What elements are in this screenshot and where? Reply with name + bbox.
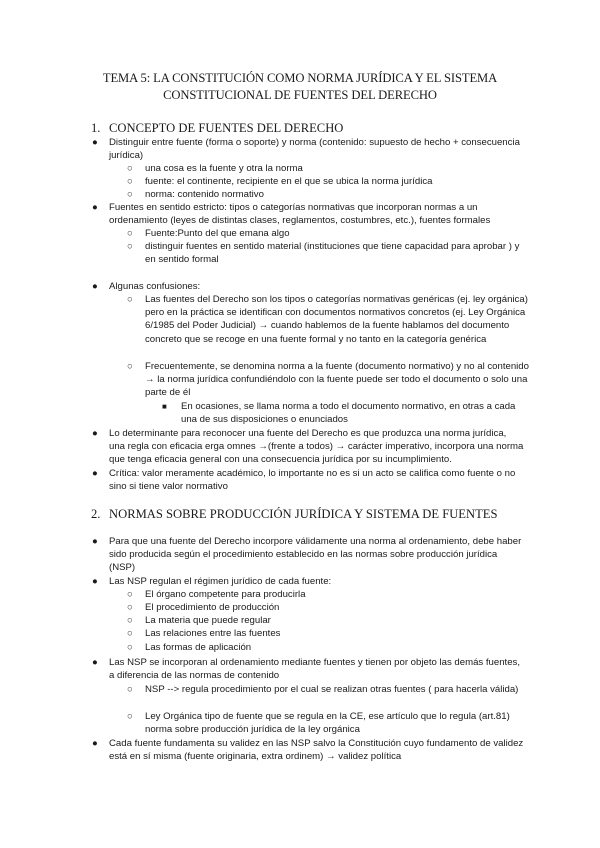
list-item-text: Crítica: valor meramente académico, lo importante no es si un acto se califica como fuente o no sino si tiene valor normativo [109, 468, 516, 493]
list-item [92, 427, 524, 467]
bullet-disc: ● [92, 536, 98, 547]
list-item [92, 201, 524, 227]
list-item [92, 575, 524, 588]
list-item-text: Frecuentemente, se denomina norma a la fuente (documento normativo) y no al contenido → la norma jurídica confundiéndolo con la fuente puede ser todo el documento o solo una parte de él [145, 361, 529, 399]
section-1-title: CONCEPTO DE FUENTES DEL DERECHO [109, 121, 344, 135]
list-item [127, 627, 530, 640]
list-item [127, 162, 530, 175]
section-1-heading [91, 120, 343, 136]
list-item [127, 360, 530, 400]
bullet-disc: ● [92, 137, 98, 148]
document-title [100, 70, 500, 104]
list-item [127, 240, 530, 266]
list-item-text: fuente: el continente, recipiente en el que se ubica la norma jurídica [145, 176, 433, 187]
list-item-text: El procedimiento de producción [145, 602, 280, 613]
list-item-text: Para que una fuente del Derecho incorpore válidamente una norma al ordenamiento, debe haber sido producida según el procedimiento establecido en las normas sobre producción jurídica (NSP) [109, 536, 522, 574]
bullet-circle: ○ [127, 602, 133, 613]
list-item [92, 136, 524, 162]
list-item [127, 227, 530, 240]
list-item [127, 601, 530, 614]
list-item-text: El órgano competente para producirla [145, 589, 306, 600]
bullet-disc: ● [92, 281, 98, 292]
list-item-text: Las fuentes del Derecho son los tipos o categorías normativas genéricas (ej. ley orgánica) pero en la práctica se identifican con documentos normativos concretos (ej. Ley Orgánica 6/1985 del Poder Judicial) → cuando hablemos de la fuente hablamos del documento concreto que se recoge en una fuente formal y no tanto en la categoría genérica [145, 294, 528, 345]
list-item [92, 535, 524, 575]
list-item-text: distinguir fuentes en sentido material (instituciones que tiene capacidad para aprobar ) y en sentido formal [145, 241, 520, 266]
list-item-text: una cosa es la fuente y otra la norma [145, 163, 303, 174]
list-item-text: Lo determinante para reconocer una fuente del Derecho es que produzca una norma jurídica, una regla con eficacia erga omnes →(frente a todos) → carácter imperativo, incorpora una norma que tenga eficacia general con una consecuencia jurídica por su incumplimiento. [109, 428, 524, 466]
list-item [92, 737, 524, 763]
bullet-disc: ● [92, 428, 98, 439]
bullet-circle: ○ [127, 628, 133, 639]
list-item [162, 400, 526, 426]
bullet-disc: ● [92, 468, 98, 479]
list-item [92, 467, 524, 493]
bullet-circle: ○ [127, 163, 133, 174]
section-1-number: 1. [91, 121, 101, 135]
bullet-circle: ○ [127, 189, 133, 200]
bullet-square: ■ [162, 402, 167, 411]
list-item-text: Las NSP regulan el régimen jurídico de cada fuente: [109, 576, 332, 587]
bullet-circle: ○ [127, 711, 133, 722]
list-item-text: Las formas de aplicación [145, 642, 252, 653]
list-item [127, 614, 530, 627]
list-item-text: Cada fuente fundamenta su validez en las NSP salvo la Constitución cuyo fundamento de validez está en sí misma (fuente originaria, extra ordinem) → validez política [109, 738, 524, 763]
list-item [127, 683, 530, 696]
bullet-circle: ○ [127, 684, 133, 695]
list-item-text: Las NSP se incorporan al ordenamiento mediante fuentes y tienen por objeto las demás fuentes, a diferencia de las normas de contenido [109, 657, 521, 682]
list-item-text: Las relaciones entre las fuentes [145, 628, 281, 639]
list-item [127, 588, 530, 601]
list-item-text: Algunas confusiones: [109, 281, 201, 292]
list-item-text: Fuente:Punto del que emana algo [145, 228, 290, 239]
bullet-circle: ○ [127, 615, 133, 626]
list-item-text: norma: contenido normativo [145, 189, 264, 200]
section-2-number: 2. [91, 507, 101, 521]
list-item [92, 280, 524, 293]
bullet-circle: ○ [127, 241, 133, 252]
bullet-circle: ○ [127, 361, 133, 372]
bullet-disc: ● [92, 738, 98, 749]
bullet-disc: ● [92, 202, 98, 213]
bullet-disc: ● [92, 657, 98, 668]
bullet-circle: ○ [127, 589, 133, 600]
list-item-text: Ley Orgánica tipo de fuente que se regula en la CE, ese artículo que lo regula (art.81) norma sobre producción jurídica de la ley orgánica [145, 711, 510, 736]
list-item-text: Distinguir entre fuente (forma o soporte) y norma (contenido: supuesto de hecho + consecuencia jurídica) [109, 137, 520, 162]
bullet-circle: ○ [127, 176, 133, 187]
title-line-1: TEMA 5: LA CONSTITUCIÓN COMO NORMA JURÍDICA Y EL SISTEMA [102, 71, 498, 85]
list-item-text: Fuentes en sentido estricto: tipos o categorías normativas que incorporan normas a un ordenamiento (leyes de distintas clases, reglamentos, costumbres, etc.), fuentes formales [109, 202, 491, 227]
list-item [127, 710, 530, 736]
section-2-heading [91, 506, 497, 522]
list-item-text: NSP --> regula procedimiento por el cual se realizan otras fuentes ( para hacerla válida) [145, 684, 519, 695]
bullet-circle: ○ [127, 642, 133, 653]
list-item [127, 293, 530, 346]
bullet-circle: ○ [127, 228, 133, 239]
list-item-text: La materia que puede regular [145, 615, 271, 626]
list-item [127, 175, 530, 188]
list-item-text: En ocasiones, se llama norma a todo el documento normativo, en otras a cada una de sus disposiciones o enunciados [181, 401, 516, 426]
section-2-title: NORMAS SOBRE PRODUCCIÓN JURÍDICA Y SISTEMA DE FUENTES [109, 507, 498, 521]
list-item [127, 641, 530, 654]
list-item [92, 656, 524, 682]
list-item [127, 188, 530, 201]
bullet-circle: ○ [127, 294, 133, 305]
title-line-2: CONSTITUCIONAL DE FUENTES DEL DERECHO [163, 88, 437, 102]
bullet-disc: ● [92, 576, 98, 587]
